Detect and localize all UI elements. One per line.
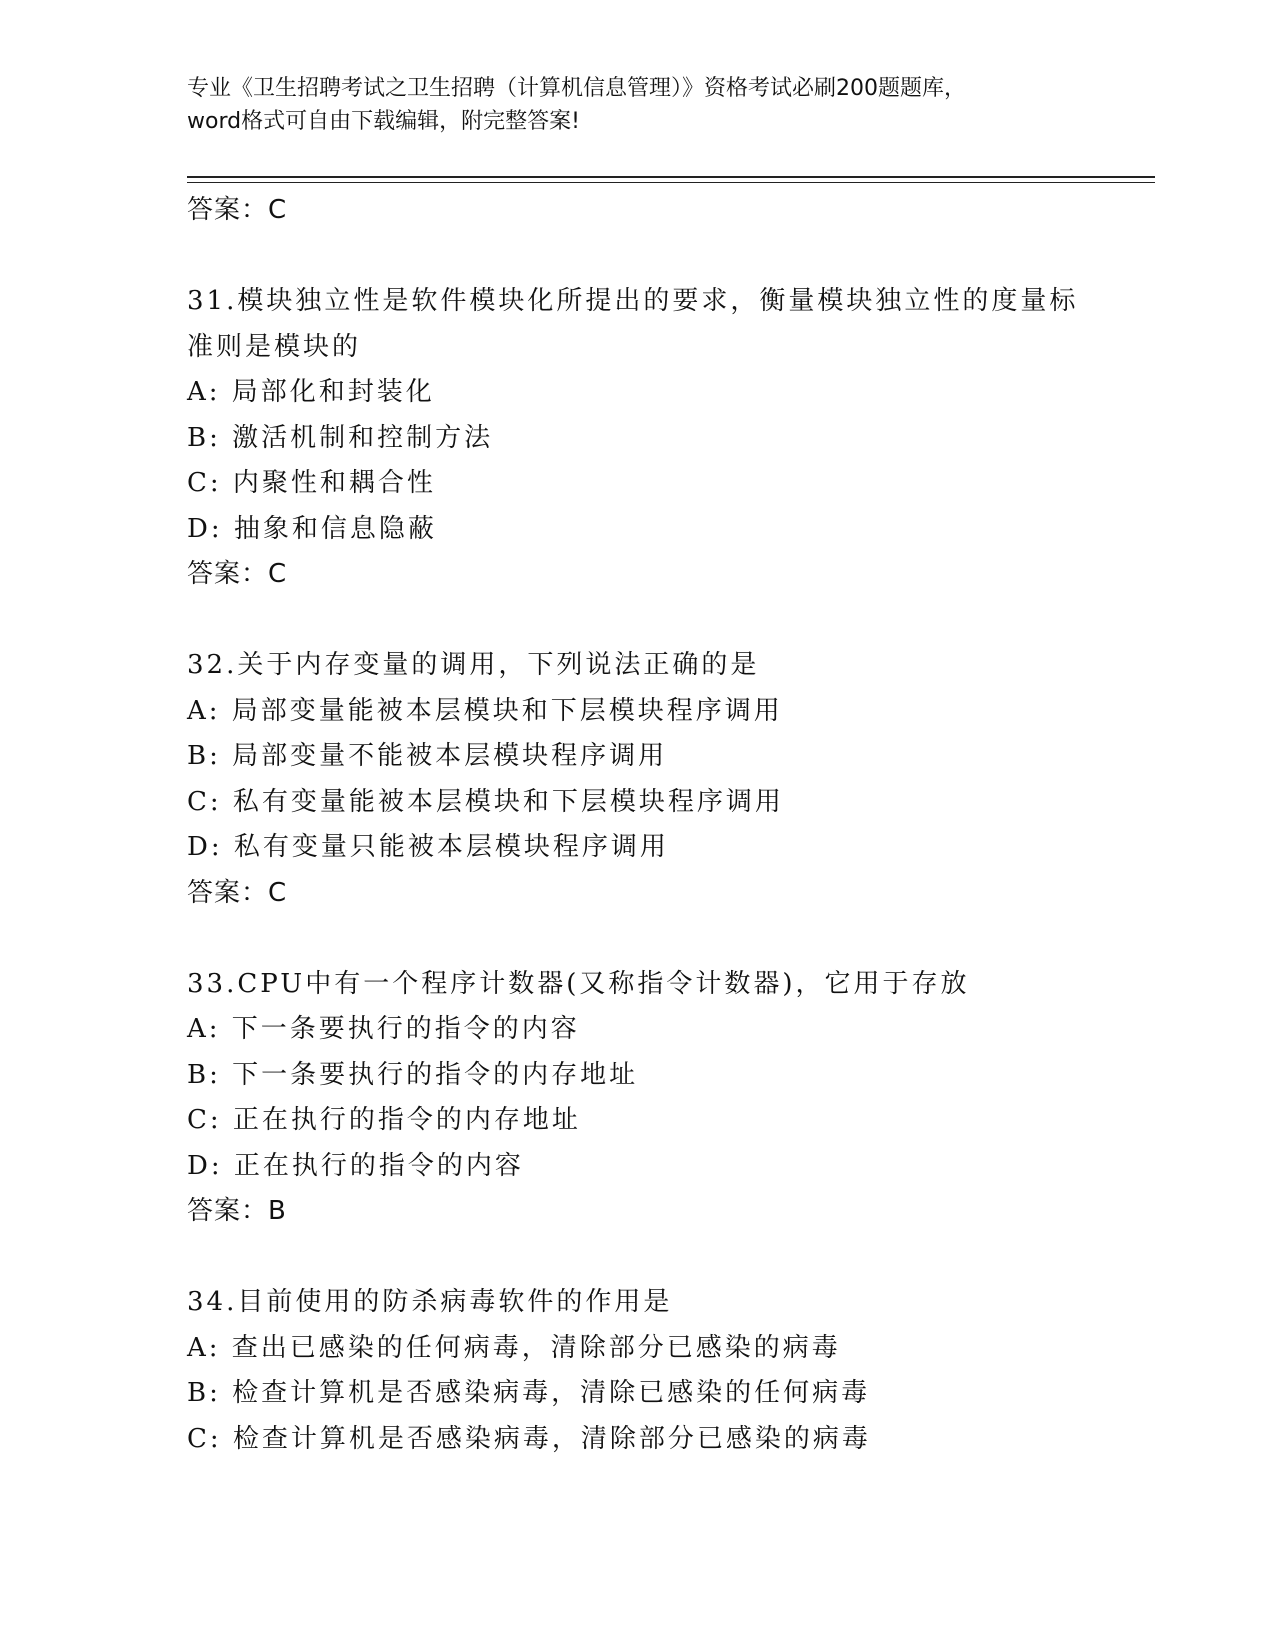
question-stem: 32.关于内存变量的调用，下列说法正确的是 (187, 650, 760, 680)
option-c: C: 内聚性和耦合性 (187, 468, 436, 498)
question-block (187, 643, 1147, 916)
option-b: B: 下一条要执行的指令的内存地址 (187, 1059, 639, 1090)
option-c: C: 私有变量能被本层模块和下层模块程序调用 (187, 786, 784, 817)
header-line-2: word格式可自由下载编辑，附完整答案! (187, 109, 580, 134)
question-stem: 31.模块独立性是软件模块化所提出的要求，衡量模块独立性的度量标 (187, 286, 1079, 316)
option-b: B: 激活机制和控制方法 (187, 422, 494, 453)
answer-line: 答案：C (187, 559, 288, 589)
option-d: D: 抽象和信息隐蔽 (187, 513, 437, 544)
option-a: A: 局部化和封装化 (187, 377, 435, 407)
option-c: C: 正在执行的指令的内存地址 (187, 1105, 581, 1135)
option-b: B: 检查计算机是否感染病毒，清除已感染的任何病毒 (187, 1378, 871, 1408)
question-stem: 34.目前使用的防杀病毒软件的作用是 (187, 1287, 673, 1317)
header-rule-thick (187, 176, 1155, 178)
option-d: D: 私有变量只能被本层模块程序调用 (187, 832, 669, 862)
answer-line: 答案：C (187, 195, 288, 225)
option-d: D: 正在执行的指令的内容 (187, 1150, 524, 1181)
answer-line: 答案：C (187, 877, 288, 908)
header-rule-thin (187, 182, 1155, 183)
option-a: A: 局部变量能被本层模块和下层模块程序调用 (187, 695, 783, 726)
question-block (187, 962, 1147, 1235)
question-stem: 33.CPU中有一个程序计数器(又称指令计数器)，它用于存放 (187, 968, 970, 999)
header-line-1: 专业《卫生招聘考试之卫生招聘（计算机信息管理）》资格考试必刷200题题库， (187, 76, 966, 101)
option-a: A: 查出已感染的任何病毒，清除部分已感染的病毒 (187, 1332, 841, 1363)
option-a: A: 下一条要执行的指令的内容 (187, 1014, 580, 1044)
option-c: C: 检查计算机是否感染病毒，清除部分已感染的病毒 (187, 1423, 871, 1454)
question-block (187, 279, 1147, 598)
document-header (187, 72, 1087, 138)
answer-line: 答案：B (187, 1196, 287, 1226)
question-list (187, 188, 1147, 1462)
question-stem: 准则是模块的 (187, 331, 362, 362)
question-block (187, 1280, 1147, 1462)
option-b: B: 局部变量不能被本层模块程序调用 (187, 741, 668, 771)
